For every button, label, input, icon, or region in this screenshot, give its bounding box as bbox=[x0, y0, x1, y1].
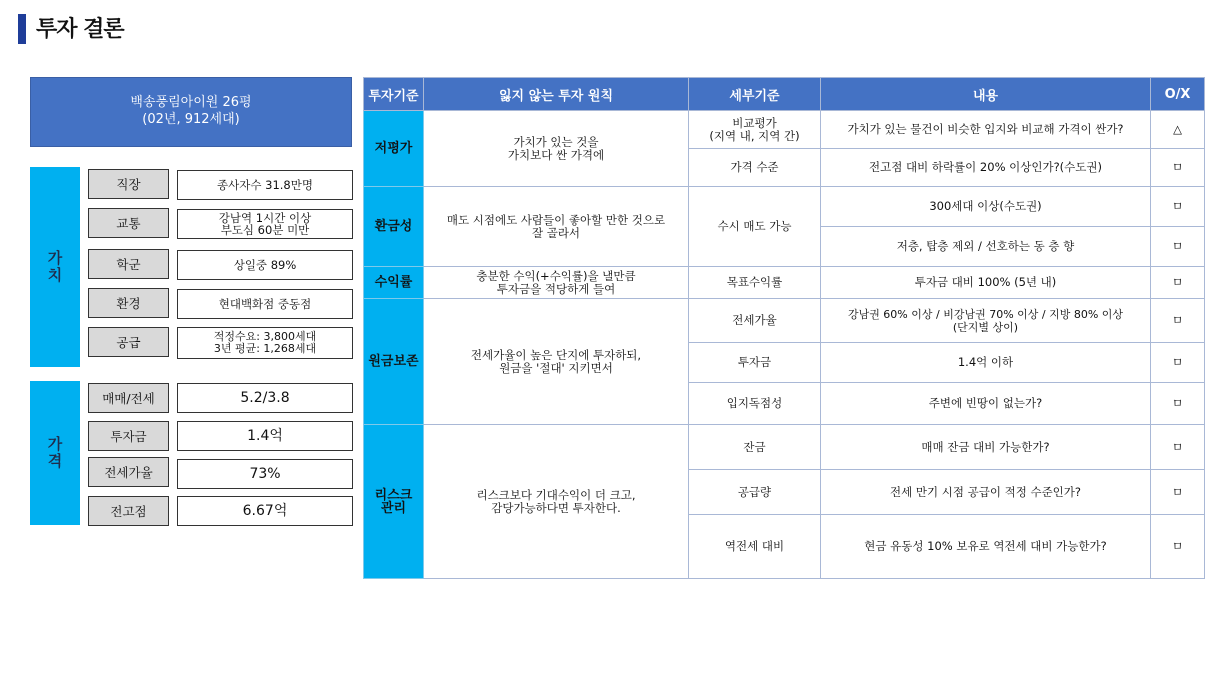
price-value-jeonse-ratio: 73% bbox=[177, 459, 353, 489]
apartment-header bbox=[30, 77, 352, 147]
price-label-trade-rent: 매매/전세 bbox=[88, 383, 169, 413]
header-criterion: 투자기준 bbox=[364, 78, 424, 111]
content-cell: 주변에 빈땅이 없는가? bbox=[821, 383, 1151, 425]
price-label-peak: 전고점 bbox=[88, 496, 169, 526]
detail-cell: 비교평가 (지역 내, 지역 간) bbox=[689, 111, 821, 149]
criterion-cell: 원금보존 bbox=[364, 299, 424, 425]
criterion-cell: 환금성 bbox=[364, 187, 424, 267]
title-accent-bar bbox=[18, 14, 26, 44]
header-ox: O/X bbox=[1151, 78, 1205, 111]
content-cell: 1.4억 이하 bbox=[821, 343, 1151, 383]
content-cell: 저층, 탑층 제외 / 선호하는 동 층 향 bbox=[821, 227, 1151, 267]
value-value-job: 종사자수 31.8만명 bbox=[177, 170, 353, 200]
criterion-cell: 리스크 관리 bbox=[364, 425, 424, 579]
principle-cell: 충분한 수익(+수익률)을 낼만큼 투자금을 적당하게 들여 bbox=[424, 267, 689, 299]
table-row bbox=[364, 425, 1205, 470]
content-cell: 전세 만기 시점 공급이 적정 수준인가? bbox=[821, 470, 1151, 515]
criterion-cell: 저평가 bbox=[364, 111, 424, 187]
content-cell: 강남권 60% 이상 / 비강남권 70% 이상 / 지방 80% 이상 (단지별 상이) bbox=[821, 299, 1151, 343]
ox-cell: ㅁ bbox=[1151, 187, 1205, 227]
ox-cell: ㅁ bbox=[1151, 425, 1205, 470]
value-label-supply: 공급 bbox=[88, 327, 169, 357]
detail-cell: 전세가율 bbox=[689, 299, 821, 343]
detail-cell: 투자금 bbox=[689, 343, 821, 383]
detail-cell: 목표수익률 bbox=[689, 267, 821, 299]
ox-cell: ㅁ bbox=[1151, 149, 1205, 187]
value-value-supply: 적정수요: 3,800세대 3년 평균: 1,268세대 bbox=[177, 327, 353, 359]
table-header-row bbox=[364, 78, 1205, 111]
value-label-environment: 환경 bbox=[88, 288, 169, 318]
table-row bbox=[364, 187, 1205, 227]
value-label-transport: 교통 bbox=[88, 208, 169, 238]
detail-cell: 수시 매도 가능 bbox=[689, 187, 821, 267]
price-value-peak: 6.67억 bbox=[177, 496, 353, 526]
ox-cell: ㅁ bbox=[1151, 343, 1205, 383]
ox-cell: △ bbox=[1151, 111, 1205, 149]
criterion-cell: 수익률 bbox=[364, 267, 424, 299]
principle-cell: 가치가 있는 것을 가치보다 싼 가격에 bbox=[424, 111, 689, 187]
detail-cell: 가격 수준 bbox=[689, 149, 821, 187]
detail-cell: 입지독점성 bbox=[689, 383, 821, 425]
content-cell: 현금 유동성 10% 보유로 역전세 대비 가능한가? bbox=[821, 515, 1151, 579]
price-label-investment: 투자금 bbox=[88, 421, 169, 451]
ox-cell: ㅁ bbox=[1151, 299, 1205, 343]
detail-cell: 역전세 대비 bbox=[689, 515, 821, 579]
content-cell: 300세대 이상(수도권) bbox=[821, 187, 1151, 227]
ox-cell: ㅁ bbox=[1151, 267, 1205, 299]
value-value-school: 상일중 89% bbox=[177, 250, 353, 280]
header-content: 내용 bbox=[821, 78, 1151, 111]
investment-criteria-table bbox=[363, 77, 1205, 579]
header-principle: 잃지 않는 투자 원칙 bbox=[424, 78, 689, 111]
table-row bbox=[364, 111, 1205, 149]
detail-cell: 잔금 bbox=[689, 425, 821, 470]
table-row bbox=[364, 299, 1205, 343]
value-value-environment: 현대백화점 중동점 bbox=[177, 289, 353, 319]
header-detail: 세부기준 bbox=[689, 78, 821, 111]
ox-cell: ㅁ bbox=[1151, 515, 1205, 579]
price-label-jeonse-ratio: 전세가율 bbox=[88, 457, 169, 487]
table-row bbox=[364, 267, 1205, 299]
apartment-name: 백송풍림아이원 26평 bbox=[130, 95, 252, 110]
principle-cell: 전세가율이 높은 단지에 투자하되, 원금을 '절대' 지키면서 bbox=[424, 299, 689, 425]
principle-cell: 리스크보다 기대수익이 더 크고, 감당가능하다면 투자한다. bbox=[424, 425, 689, 579]
value-label-school: 학군 bbox=[88, 249, 169, 279]
apartment-detail: (02년, 912세대) bbox=[142, 112, 240, 127]
content-cell: 전고점 대비 하락률이 20% 이상인가?(수도권) bbox=[821, 149, 1151, 187]
content-cell: 가치가 있는 물건이 비슷한 입지와 비교해 가격이 싼가? bbox=[821, 111, 1151, 149]
price-section-label: 가 격 bbox=[30, 381, 80, 525]
price-value-investment: 1.4억 bbox=[177, 421, 353, 451]
detail-cell: 공급량 bbox=[689, 470, 821, 515]
value-section-label: 가 치 bbox=[30, 167, 80, 367]
content-cell: 투자금 대비 100% (5년 내) bbox=[821, 267, 1151, 299]
content-cell: 매매 잔금 대비 가능한가? bbox=[821, 425, 1151, 470]
value-value-transport: 강남역 1시간 이상 부도심 60분 미만 bbox=[177, 209, 353, 239]
ox-cell: ㅁ bbox=[1151, 470, 1205, 515]
price-value-trade-rent: 5.2/3.8 bbox=[177, 383, 353, 413]
ox-cell: ㅁ bbox=[1151, 227, 1205, 267]
value-label-job: 직장 bbox=[88, 169, 169, 199]
ox-cell: ㅁ bbox=[1151, 383, 1205, 425]
page-title: 투자 결론 bbox=[36, 17, 124, 42]
principle-cell: 매도 시점에도 사람들이 좋아할 만한 것으로 잘 골라서 bbox=[424, 187, 689, 267]
